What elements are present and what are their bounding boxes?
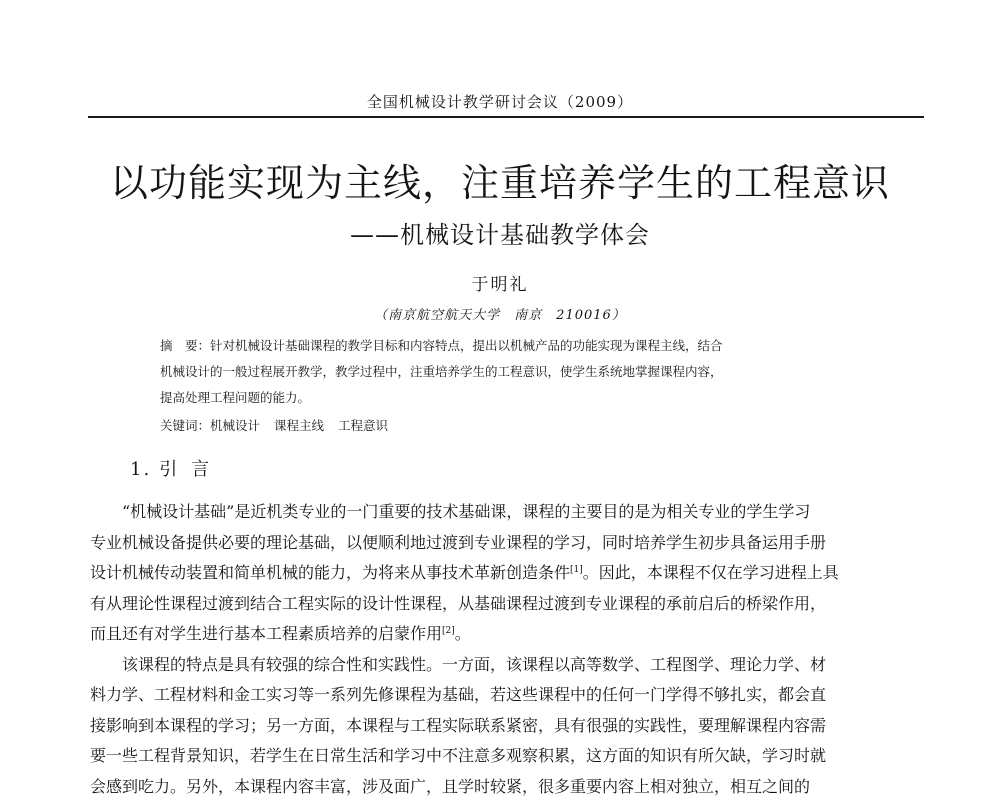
keyword: 课程主线 bbox=[274, 418, 324, 433]
abstract-line: 摘 要：针对机械设计基础课程的教学目标和内容特点，提出以机械产品的功能实现为课程主线，结合 bbox=[160, 333, 860, 359]
header-rule bbox=[88, 116, 924, 118]
body-line bbox=[90, 680, 930, 711]
body-text bbox=[90, 497, 930, 802]
body-line bbox=[90, 528, 930, 559]
body-line-text: 该课程的特点是具有较强的综合性和实践性。一方面，该课程以高等数学、工程图学、理论力学、材 bbox=[122, 655, 826, 674]
paper-subtitle: ——机械设计基础教学体会 bbox=[0, 215, 1000, 250]
author-name: 于明礼 bbox=[0, 270, 1000, 295]
body-line bbox=[90, 741, 930, 772]
body-line-text: 而且还有对学生进行基本工程素质培养的启蒙作用 bbox=[90, 624, 442, 643]
body-line bbox=[90, 589, 930, 620]
body-line-text: 料力学、工程材料和金工实习等一系列先修课程为基础，若这些课程中的任何一门学得不够扎实，都会直 bbox=[90, 685, 826, 704]
body-line-text: “机械设计基础”是近机类专业的一门重要的技术基础课，课程的主要目的是为相关专业的学生学习 bbox=[122, 502, 810, 521]
body-line-text: 会感到吃力。另外，本课程内容丰富，涉及面广，且学时较紧，很多重要内容上相对独立，相互之间的 bbox=[90, 777, 810, 796]
keyword: 工程意识 bbox=[338, 418, 388, 433]
body-line-text: 专业机械设备提供必要的理论基础，以便顺利地过渡到专业课程的学习，同时培养学生初步具备运用手册 bbox=[90, 533, 826, 552]
keyword: 机械设计 bbox=[210, 418, 260, 433]
keywords-label: 关键词： bbox=[160, 418, 210, 433]
body-line bbox=[90, 497, 930, 528]
body-line bbox=[90, 711, 930, 742]
body-line-text: 接影响到本课程的学习；另一方面，本课程与工程实际联系紧密，具有很强的实践性，要理解课程内容需 bbox=[90, 716, 826, 735]
body-line-text: 。因此，本课程不仅在学习进程上具 bbox=[583, 563, 839, 582]
abstract-line: 机械设计的一般过程展开教学，教学过程中，注重培养学生的工程意识，使学生系统地掌握课程内容， bbox=[160, 359, 860, 385]
body-line bbox=[90, 619, 930, 650]
abstract bbox=[160, 333, 860, 411]
keywords bbox=[160, 416, 860, 434]
body-line bbox=[90, 650, 930, 681]
body-line-text: 设计机械传动装置和简单机械的能力，为将来从事技术革新创造条件 bbox=[90, 563, 570, 582]
body-line bbox=[90, 558, 930, 589]
body-line-text: 有从理论性课程过渡到结合工程实际的设计性课程，从基础课程过渡到专业课程的承前启后的桥梁作用， bbox=[90, 594, 826, 613]
body-line-text: 。 bbox=[455, 624, 471, 643]
citation-ref[interactable]: [2] bbox=[442, 626, 455, 636]
abstract-line: 提高处理工程问题的能力。 bbox=[160, 385, 860, 411]
paper-title: 以功能实现为主线，注重培养学生的工程意识 bbox=[0, 152, 1000, 207]
running-header: 全国机械设计教学研讨会议（2009） bbox=[0, 91, 1000, 112]
author-affiliation: （南京航空航天大学 南京 210016） bbox=[0, 304, 1000, 323]
section-number: 1. bbox=[130, 459, 151, 480]
section-title: 引言 bbox=[159, 459, 223, 480]
section-heading bbox=[130, 455, 223, 481]
body-line-text: 要一些工程背景知识，若学生在日常生活和学习中不注意多观察积累，这方面的知识有所欠缺，学习时就 bbox=[90, 746, 826, 765]
body-line bbox=[90, 772, 930, 802]
citation-ref[interactable]: [1] bbox=[570, 565, 583, 575]
